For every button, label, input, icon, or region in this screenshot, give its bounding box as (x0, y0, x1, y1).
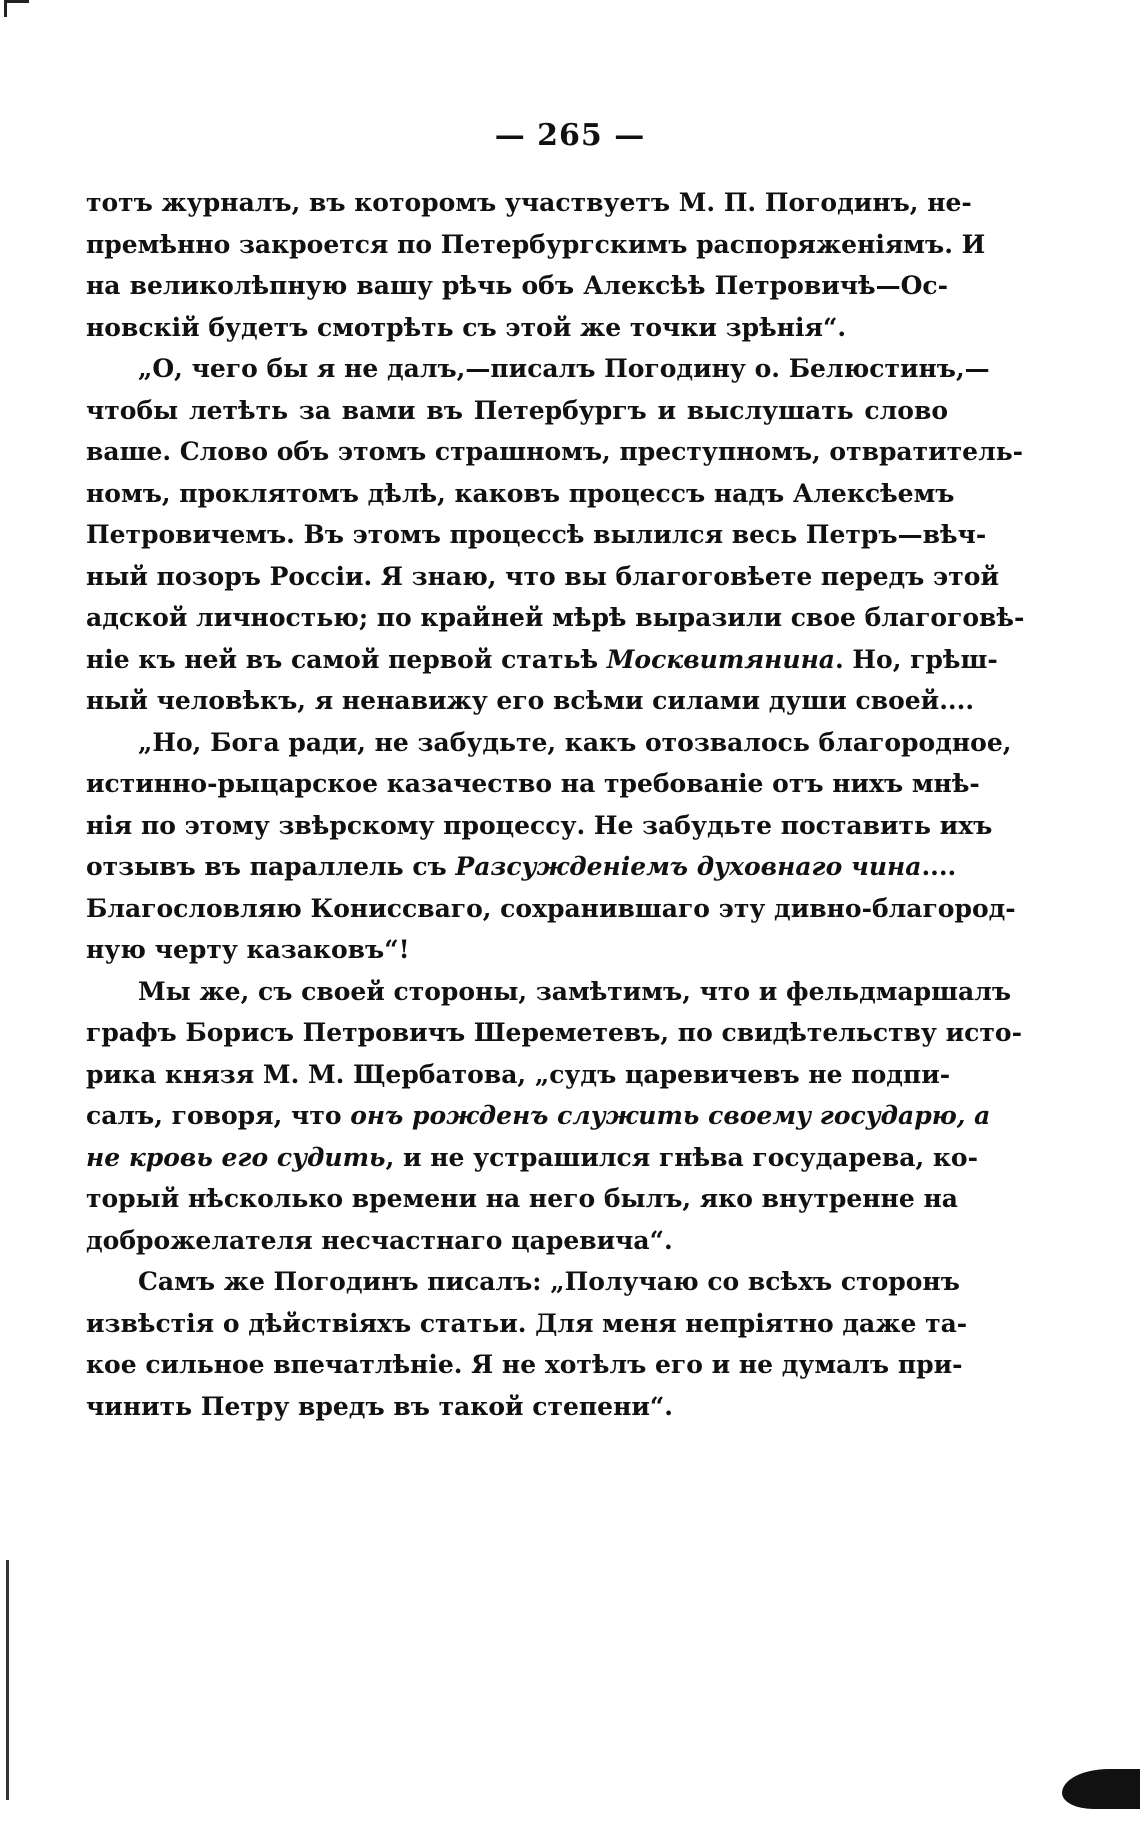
text-span: отзывъ въ параллель съ (86, 852, 456, 881)
italic-title: Москвитянина (606, 644, 835, 674)
text-line: Благословляю Кониссваго, сохранившаго эту дивно-благород- (86, 893, 1016, 923)
text-line: ный позоръ Россіи. Я знаю, что вы благоговѣете передъ этой (86, 561, 999, 591)
text-line: истинно-рыцарское казачество на требованіе отъ нихъ мнѣ- (86, 769, 980, 798)
text-line (86, 1137, 978, 1179)
text-line: премѣнно закроется по Петербургскимъ распоряженіямъ. И (86, 229, 986, 259)
italic-quote: онъ рожденъ служить своему государю, а (350, 1101, 991, 1130)
body-text (86, 182, 1025, 1427)
scan-ink-blot (1062, 1769, 1140, 1809)
text-span: ніе къ ней въ самой первой статьѣ (86, 644, 607, 674)
text-line: новскій будетъ смотрѣть съ этой же точки зрѣнія“. (86, 312, 847, 342)
italic-quote: не кровь его судить (86, 1142, 386, 1172)
text-line: нія по этому звѣрскому процессу. Не забудьте поставить ихъ (86, 810, 993, 840)
text-line: номъ, проклятомъ дѣлѣ, каковъ процессъ надъ Алексѣемъ (86, 478, 955, 508)
scan-edge-line (6, 1560, 9, 1800)
text-line: Самъ же Погодинъ писалъ: „Получаю со всѣхъ сторонъ (138, 1267, 960, 1296)
text-line: доброжелателя несчастнаго царевича“. (86, 1225, 673, 1255)
text-line: на великолѣпную вашу рѣчь объ Алексѣѣ Петровичѣ—Ос- (86, 271, 948, 300)
text-line: ную черту казаковъ“! (86, 935, 410, 964)
text-span: . Но, грѣш- (835, 644, 998, 674)
text-line (86, 1095, 991, 1137)
text-line (86, 639, 998, 681)
text-line: чтобы летѣть за вами въ Петербургъ и выслушать слово (86, 395, 948, 425)
italic-title: Разсужденіемъ духовнаго чина (455, 852, 922, 881)
scan-corner-mark (4, 0, 29, 17)
text-line: графъ Борисъ Петровичъ Шереметевъ, по свидѣтельству исто- (86, 1018, 1022, 1047)
text-span: .... (921, 852, 957, 881)
text-line: адской личностью; по крайней мѣрѣ выразили свое благоговѣ- (86, 603, 1025, 632)
text-line: „Но, Бога ради, не забудьте, какъ отозвалось благородное, (138, 727, 1012, 757)
text-line: чинить Петру вредъ въ такой степени“. (86, 1391, 673, 1421)
text-line: „О, чего бы я не далъ,—писалъ Погодину о. Белюстинъ,— (138, 354, 990, 383)
text-line: торый нѣсколько времени на него былъ, яко внутренне на (86, 1184, 958, 1213)
text-line: ный человѣкъ, я ненавижу его всѣми силами души своей.... (86, 686, 975, 715)
text-line: Мы же, съ своей стороны, замѣтимъ, что и фельдмаршалъ (138, 976, 1011, 1006)
text-line: Петровичемъ. Въ этомъ процессѣ вылился весь Петръ—вѣч- (86, 520, 987, 549)
text-line: тотъ журналъ, въ которомъ участвуетъ М. П. Погодинъ, не- (86, 188, 972, 217)
text-line: кое сильное впечатлѣніе. Я не хотѣлъ его и не думалъ при- (86, 1350, 963, 1379)
text-span: салъ, говоря, что (86, 1101, 351, 1130)
text-line: рика князя М. М. Щербатова, „судъ царевичевъ не подпи- (86, 1059, 951, 1089)
page-number: — 265 — (494, 118, 646, 153)
text-line (86, 846, 957, 888)
text-span: , и не устрашился гнѣва государева, ко- (385, 1142, 978, 1172)
text-line: извѣстія о дѣйствіяхъ статьи. Для меня непріятно даже та- (86, 1308, 968, 1338)
text-line: ваше. Слово объ этомъ страшномъ, преступномъ, отвратитель- (86, 437, 1024, 466)
